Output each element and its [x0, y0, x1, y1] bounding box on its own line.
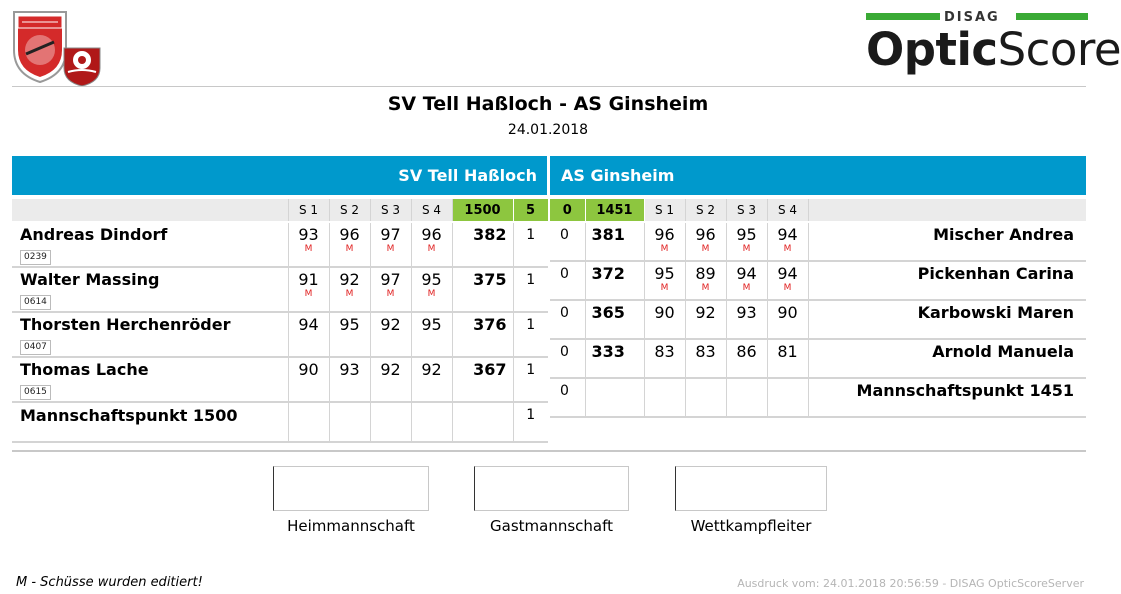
edit-mark: M: [701, 244, 710, 254]
edit-mark: M: [345, 244, 354, 254]
shooter-point: 1: [513, 357, 548, 402]
edit-mark: M: [386, 289, 395, 299]
signature-label-judge: Wettkampfleiter: [690, 517, 812, 535]
edit-mark: M: [783, 283, 792, 293]
club-logos: [12, 10, 107, 88]
series-value: 93: [736, 303, 757, 322]
edit-mark: M: [742, 283, 751, 293]
guest-header-name: [808, 199, 1086, 222]
shooter-total: 365: [585, 300, 644, 339]
shooter-point: 0: [550, 339, 585, 378]
home-mannschaft-row: [12, 402, 548, 442]
edit-mark: M: [304, 244, 313, 254]
home-header-total: 1500: [452, 199, 513, 222]
shooter-name: Pickenhan Carina: [917, 264, 1074, 283]
signature-box-judge[interactable]: [675, 466, 827, 511]
shooter-total: 382: [452, 222, 513, 267]
edit-mark: M: [345, 289, 354, 299]
table-row: [550, 339, 1086, 378]
home-header-row: [12, 199, 548, 222]
edit-mark: M: [660, 283, 669, 293]
table-divider: [12, 450, 1086, 452]
series-value: 96: [339, 225, 360, 244]
shooter-name: Karbowski Maren: [917, 303, 1074, 322]
home-header-points: 5: [513, 199, 548, 222]
shooter-id: 0239: [20, 250, 51, 265]
series-value: 91: [298, 270, 319, 289]
home-header-s1: S 1: [288, 199, 329, 222]
edit-mark: M: [660, 244, 669, 254]
series-value: 95: [736, 225, 757, 244]
guest-mannschaft-row: [550, 378, 1086, 417]
club-crest-icon: [12, 10, 107, 88]
home-header-s3: S 3: [370, 199, 411, 222]
shooter-name: Arnold Manuela: [932, 342, 1074, 361]
shooter-point: 1: [513, 267, 548, 312]
edit-mark: M: [742, 244, 751, 254]
opticscore-logo: [866, 10, 1121, 76]
guest-results-table: [550, 199, 1086, 418]
edit-mark: M: [304, 289, 313, 299]
home-team-bar: SV Tell Haßloch: [12, 156, 547, 195]
shooter-total: 375: [452, 267, 513, 312]
series-value: 94: [298, 315, 319, 334]
edit-mark: M: [386, 244, 395, 254]
series-value: 95: [421, 315, 442, 334]
mannschaftspunkt-label: Mannschaftspunkt 1500: [20, 406, 238, 425]
guest-header-row: [550, 199, 1086, 222]
signature-label-home: Heimmannschaft: [287, 517, 415, 535]
series-value: 95: [421, 270, 442, 289]
series-value: 97: [380, 270, 401, 289]
table-row: [550, 261, 1086, 300]
series-value: 90: [777, 303, 798, 322]
home-header-s4: S 4: [411, 199, 452, 222]
series-value: 93: [339, 360, 360, 379]
shooter-point: 1: [513, 312, 548, 357]
series-value: 92: [380, 315, 401, 334]
mannschaftspunkt-label: Mannschaftspunkt 1451: [856, 381, 1074, 400]
table-row: [12, 312, 548, 357]
series-value: 96: [654, 225, 675, 244]
edit-mark: M: [427, 244, 436, 254]
shooter-id: 0615: [20, 385, 51, 400]
shooter-point: 0: [550, 222, 585, 261]
series-value: 94: [777, 264, 798, 283]
series-value: 90: [654, 303, 675, 322]
guest-header-total: 1451: [585, 199, 644, 222]
guest-header-points: 0: [550, 199, 585, 222]
match-date: 24.01.2018: [507, 122, 589, 138]
mannschaftspunkt-point: 0: [550, 378, 585, 417]
series-value: 89: [695, 264, 716, 283]
shooter-total: 333: [585, 339, 644, 378]
brand-small: DISAG: [944, 10, 1000, 25]
mannschaftspunkt-point: 1: [513, 402, 548, 442]
edit-mark: M: [427, 289, 436, 299]
series-value: 96: [421, 225, 442, 244]
series-value: 92: [380, 360, 401, 379]
shooter-name: Thorsten Herchenröder: [20, 315, 231, 334]
edit-footnote: M - Schüsse wurden editiert!: [16, 575, 203, 590]
series-value: 93: [298, 225, 319, 244]
table-row: [12, 267, 548, 312]
edit-mark: M: [701, 283, 710, 293]
series-value: 95: [654, 264, 675, 283]
match-title: SV Tell Haßloch - AS Ginsheim: [387, 93, 709, 115]
series-value: 92: [695, 303, 716, 322]
series-value: 92: [339, 270, 360, 289]
shooter-total: 372: [585, 261, 644, 300]
series-value: 92: [421, 360, 442, 379]
home-header-name: [12, 199, 288, 222]
series-value: 83: [695, 342, 716, 361]
home-header-s2: S 2: [329, 199, 370, 222]
guest-header-s4: S 4: [767, 199, 808, 222]
shooter-name: Mischer Andrea: [933, 225, 1074, 244]
shooter-total: 381: [585, 222, 644, 261]
guest-team-bar: AS Ginsheim: [550, 156, 1086, 195]
guest-header-s2: S 2: [685, 199, 726, 222]
series-value: 90: [298, 360, 319, 379]
shooter-name: Thomas Lache: [20, 360, 149, 379]
edit-mark: M: [783, 244, 792, 254]
table-row: [12, 222, 548, 267]
header-divider: [12, 86, 1086, 87]
series-value: 94: [736, 264, 757, 283]
shooter-point: 0: [550, 300, 585, 339]
shooter-point: 1: [513, 222, 548, 267]
shooter-id: 0407: [20, 340, 51, 355]
shooter-name: Walter Massing: [20, 270, 160, 289]
series-value: 86: [736, 342, 757, 361]
shooter-point: 0: [550, 261, 585, 300]
brand-big: OpticScore: [866, 23, 1121, 76]
table-row: [550, 222, 1086, 261]
series-value: 95: [339, 315, 360, 334]
guest-header-s1: S 1: [644, 199, 685, 222]
series-value: 83: [654, 342, 675, 361]
shooter-total: 376: [452, 312, 513, 357]
shooter-id: 0614: [20, 295, 51, 310]
series-value: 94: [777, 225, 798, 244]
series-value: 96: [695, 225, 716, 244]
print-timestamp: Ausdruck vom: 24.01.2018 20:56:59 - DISAG OpticScoreServer: [737, 577, 1084, 590]
signature-box-home[interactable]: [273, 466, 429, 511]
series-value: 81: [777, 342, 798, 361]
series-value: 97: [380, 225, 401, 244]
table-row: [550, 300, 1086, 339]
table-row: [12, 357, 548, 402]
guest-header-s3: S 3: [726, 199, 767, 222]
signature-label-guest: Gastmannschaft: [490, 517, 613, 535]
signature-box-guest[interactable]: [474, 466, 629, 511]
home-results-table: [12, 199, 549, 443]
shooter-name: Andreas Dindorf: [20, 225, 168, 244]
shooter-total: 367: [452, 357, 513, 402]
